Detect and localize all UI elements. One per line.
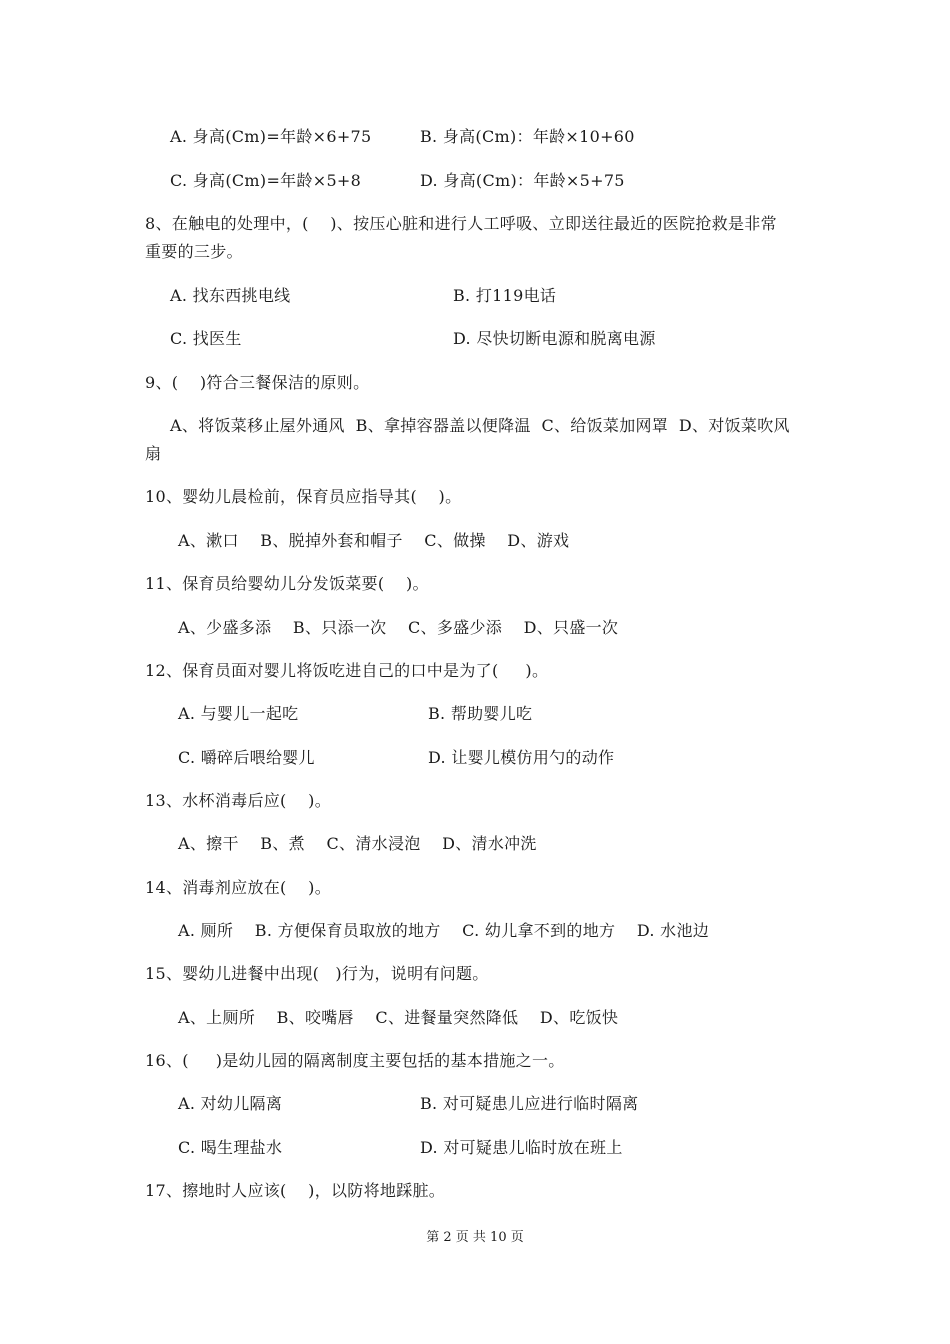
q10-options: A、漱口 B、脱掉外套和帽子 C、做操 D、游戏 — [178, 531, 570, 550]
q8-stem-line1: 8、在触电的处理中，( )、按压心脏和进行人工呼吸、立即送往最近的医院抢救是非常 — [145, 214, 777, 233]
q13-options: A、擦干 B、煮 C、清水浸泡 D、清水冲洗 — [178, 834, 537, 853]
q8-option-c: C. 找医生 — [170, 329, 242, 348]
q16-option-b: B. 对可疑患儿应进行临时隔离 — [420, 1094, 639, 1113]
page-footer: 第 2 页 共 10 页 — [426, 1230, 524, 1245]
q15-options: A、上厕所 B、咬嘴唇 C、进餐量突然降低 D、吃饭快 — [178, 1008, 619, 1027]
q13-stem: 13、水杯消毒后应( )。 — [145, 791, 331, 810]
q9-options-line2: 扇 — [145, 444, 162, 463]
q8-option-b: B. 打119电话 — [453, 286, 557, 305]
q8-stem-line2: 重要的三步。 — [145, 242, 243, 261]
q7-option-b: B. 身高(Cm)：年龄×10+60 — [420, 127, 635, 146]
q12-option-a: A. 与婴儿一起吃 — [178, 704, 299, 723]
q15-stem: 15、婴幼儿进餐中出现( )行为，说明有问题。 — [145, 964, 489, 983]
q12-option-b: B. 帮助婴儿吃 — [428, 704, 533, 723]
q16-option-c: C. 喝生理盐水 — [178, 1138, 283, 1157]
q12-stem: 12、保育员面对婴儿将饭吃进自己的口中是为了( )。 — [145, 661, 549, 680]
q14-stem: 14、消毒剂应放在( )。 — [145, 878, 331, 897]
q12-option-d: D. 让婴儿模仿用勺的动作 — [428, 748, 615, 767]
q8-option-d: D. 尽快切断电源和脱离电源 — [453, 329, 656, 348]
q9-options-line1: A、将饭菜移止屋外通风 B、拿掉容器盖以便降温 C、给饭菜加网罩 D、对饭菜吹风 — [170, 416, 790, 435]
q8-option-a: A. 找东西挑电线 — [170, 286, 291, 305]
q17-stem: 17、擦地时人应该( )，以防将地踩脏。 — [145, 1181, 446, 1200]
q9-stem: 9、( )符合三餐保洁的原则。 — [145, 373, 370, 392]
q7-option-a: A. 身高(Cm)=年龄×6+75 — [170, 127, 372, 146]
q14-options: A. 厕所 B. 方便保育员取放的地方 C. 幼儿拿不到的地方 D. 水池边 — [178, 921, 710, 940]
q16-option-a: A. 对幼儿隔离 — [178, 1094, 283, 1113]
q11-stem: 11、保育员给婴幼儿分发饭菜要( )。 — [145, 574, 429, 593]
q16-stem: 16、( )是幼儿园的隔离制度主要包括的基本措施之一。 — [145, 1051, 565, 1070]
q12-option-c: C. 嚼碎后喂给婴儿 — [178, 748, 315, 767]
q11-options: A、少盛多添 B、只添一次 C、多盛少添 D、只盛一次 — [178, 618, 619, 637]
q16-option-d: D. 对可疑患儿临时放在班上 — [420, 1138, 623, 1157]
q7-option-c: C. 身高(Cm)=年龄×5+8 — [170, 171, 362, 190]
q7-option-d: D. 身高(Cm)：年龄×5+75 — [420, 171, 625, 190]
q10-stem: 10、婴幼儿晨检前，保育员应指导其( )。 — [145, 487, 462, 506]
